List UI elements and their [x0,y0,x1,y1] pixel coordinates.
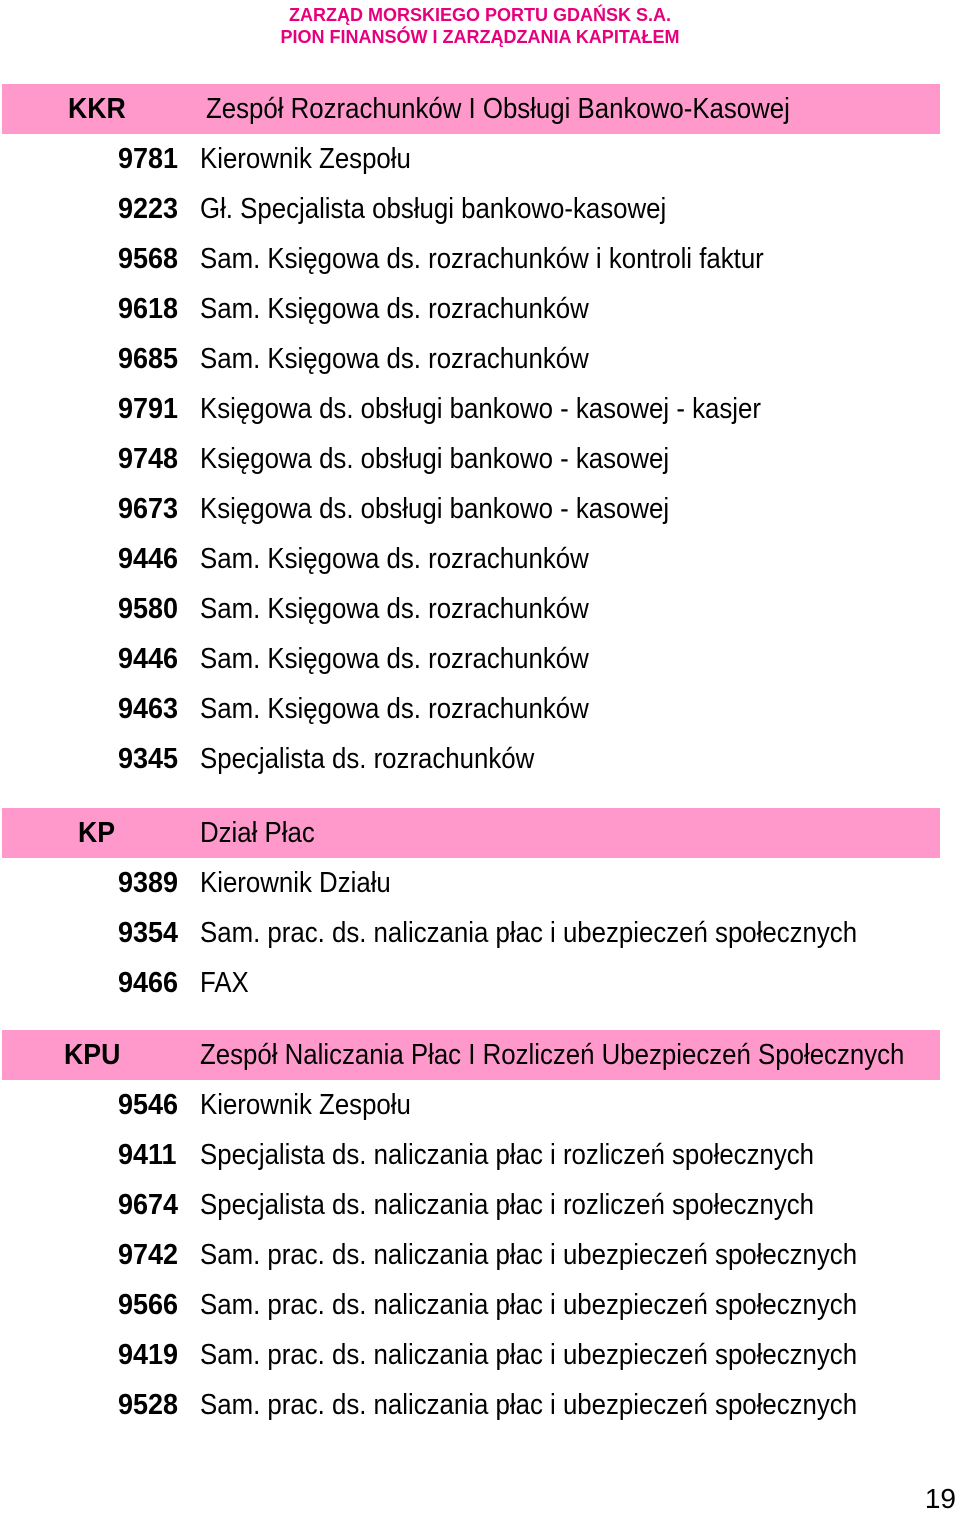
extension-number: 9546 [118,1089,178,1121]
extension-number: 9389 [118,867,178,899]
extension-number: 9463 [118,693,178,725]
list-item [0,1230,960,1280]
position-title: Specjalista ds. rozrachunków [200,743,535,775]
extension-number: 9446 [118,643,178,675]
extension-number: 9345 [118,743,178,775]
position-title: Specjalista ds. naliczania płac i rozliczeń społecznych [200,1139,815,1171]
list-item [0,284,960,334]
list-item [0,734,960,784]
phone-list [0,134,960,784]
list-item [0,1280,960,1330]
position-title: Kierownik Zespołu [200,1089,411,1121]
section-title: Zespół Rozrachunków I Obsługi Bankowo-Kasowej [206,93,790,125]
extension-number: 9411 [118,1139,177,1171]
extension-number: 9781 [118,143,178,175]
extension-number: 9685 [118,343,178,375]
list-item [0,1080,960,1130]
list-item [0,634,960,684]
list-item [0,584,960,634]
extension-number: 9419 [118,1339,178,1371]
list-item [0,384,960,434]
position-title: Sam. prac. ds. naliczania płac i ubezpieczeń społecznych [200,1239,858,1271]
position-title: Sam. prac. ds. naliczania płac i ubezpieczeń społecznych [200,1389,858,1421]
position-title: FAX [200,967,249,999]
position-title: Sam. Księgowa ds. rozrachunków i kontroli faktur [200,243,764,275]
extension-number: 9354 [118,917,178,949]
list-item [0,434,960,484]
section-header-bar [2,1030,940,1080]
position-title: Specjalista ds. naliczania płac i rozliczeń społecznych [200,1189,815,1221]
division-name: PION FINANSÓW I ZARZĄDZANIA KAPITAŁEM [280,27,680,47]
list-item [0,234,960,284]
list-item [0,684,960,734]
list-item [0,134,960,184]
list-item [0,184,960,234]
position-title: Sam. prac. ds. naliczania płac i ubezpieczeń społecznych [200,1339,858,1371]
phone-list [0,858,960,1008]
page-number: 19 [924,1483,956,1514]
list-item [0,958,960,1008]
section-code: KKR [68,93,126,125]
position-title: Sam. prac. ds. naliczania płac i ubezpieczeń społecznych [200,917,858,949]
position-title: Sam. Księgowa ds. rozrachunków [200,293,589,325]
list-item [0,484,960,534]
extension-number: 9580 [118,593,178,625]
section-header-bar [2,84,940,134]
section-header-bar [2,808,940,858]
extension-number: 9566 [118,1289,178,1321]
position-title: Gł. Specjalista obsługi bankowo-kasowej [200,193,667,225]
position-title: Sam. Księgowa ds. rozrachunków [200,343,589,375]
position-title: Kierownik Działu [200,867,391,899]
list-item [0,858,960,908]
extension-number: 9673 [118,493,178,525]
extension-number: 9618 [118,293,178,325]
section-title: Zespół Naliczania Płac I Rozliczeń Ubezpieczeń Społecznych [200,1039,905,1071]
list-item [0,1180,960,1230]
section-code: KPU [64,1039,121,1071]
position-title: Sam. prac. ds. naliczania płac i ubezpieczeń społecznych [200,1289,858,1321]
list-item [0,534,960,584]
company-name: ZARZĄD MORSKIEGO PORTU GDAŃSK S.A. [288,5,671,25]
extension-number: 9568 [118,243,178,275]
position-title: Kierownik Zespołu [200,143,411,175]
list-item [0,908,960,958]
section-kp [0,808,960,1008]
section-code: KP [78,817,116,849]
list-item [0,1330,960,1380]
section-kpu [0,1030,960,1430]
position-title: Sam. Księgowa ds. rozrachunków [200,593,589,625]
extension-number: 9742 [118,1239,178,1271]
list-item [0,1130,960,1180]
list-item [0,1380,960,1430]
extension-number: 9674 [118,1189,178,1221]
extension-number: 9446 [118,543,178,575]
position-title: Sam. Księgowa ds. rozrachunków [200,693,589,725]
position-title: Sam. Księgowa ds. rozrachunków [200,543,589,575]
extension-number: 9791 [118,393,178,425]
position-title: Sam. Księgowa ds. rozrachunków [200,643,589,675]
extension-number: 9466 [118,967,178,999]
position-title: Księgowa ds. obsługi bankowo - kasowej [200,443,670,475]
extension-number: 9223 [118,193,178,225]
position-title: Księgowa ds. obsługi bankowo - kasowej [200,493,670,525]
list-item [0,334,960,384]
position-title: Księgowa ds. obsługi bankowo - kasowej - kasjer [200,393,761,425]
section-title: Dział Płac [200,817,315,849]
page-header [0,4,960,48]
section-kkr [0,84,960,784]
extension-number: 9748 [118,443,178,475]
extension-number: 9528 [118,1389,178,1421]
phone-list [0,1080,960,1430]
